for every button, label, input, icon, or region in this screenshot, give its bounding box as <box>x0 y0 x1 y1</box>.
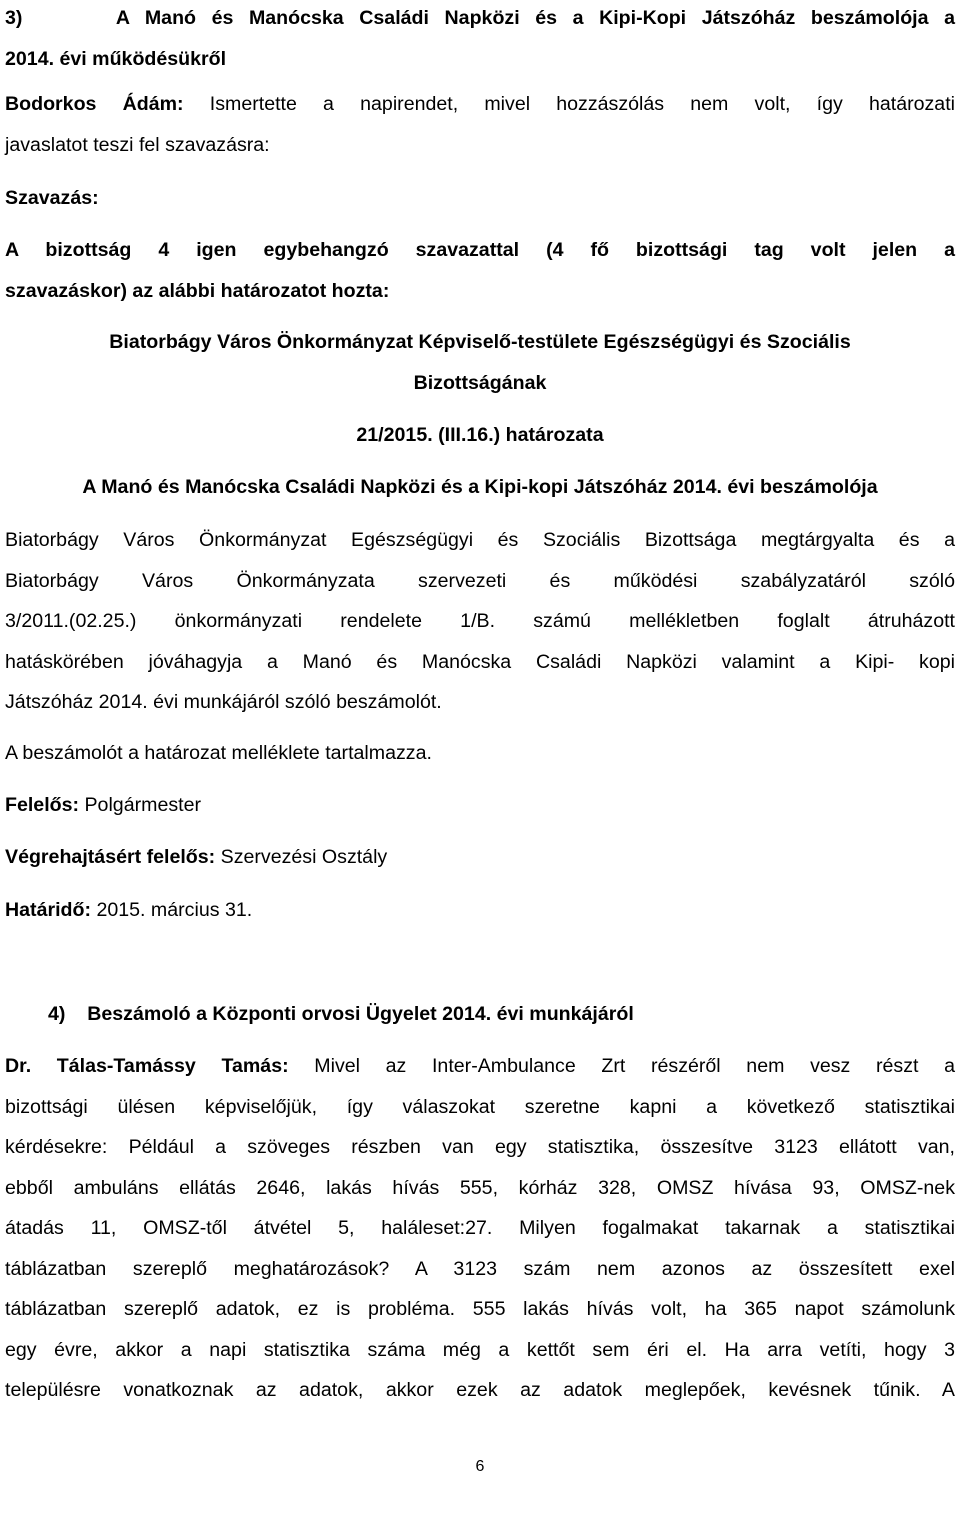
annex-note: A beszámolót a határozat melléklete tartalmazza. <box>5 742 432 764</box>
vote-result <box>5 230 955 311</box>
resolution-text-line: 3/2011.(02.25.) önkormányzati rendelete 1/B. számú mellékletben foglalt átruházott <box>5 610 955 632</box>
vote-line1: A bizottság 4 igen egybehangzó szavazattal (4 fő bizottsági tag volt jelen a <box>5 239 955 261</box>
section4-speaker: Dr. Tálas-Tamássy Tamás: <box>5 1055 289 1077</box>
deadline-value: 2015. március 31. <box>91 899 253 921</box>
responsible-value: Polgármester <box>79 794 202 816</box>
section4-text-first: Mivel az Inter-Ambulance Zrt részéről nem vesz részt a <box>288 1055 955 1077</box>
section4-paragraph <box>5 1046 955 1411</box>
section4-line: egy évre, akkor a napi statisztika száma még a kettőt sem éri el. Ha arra vetíti, hogy 3 <box>5 1338 955 1361</box>
section3-heading <box>5 0 955 79</box>
responsible <box>5 785 955 826</box>
executor <box>5 837 955 878</box>
resolution-text-line: Biatorbágy Város Önkormányzata szervezeti és működési szabályzatáról szóló <box>5 569 955 592</box>
section4-line: bizottsági ülésen képviselőjük, így válaszokat szeretne kapni a következő statisztikai <box>5 1095 955 1118</box>
executor-value: Szervezési Osztály <box>215 846 388 868</box>
vote-line2: szavazáskor) az alábbi határozatot hozta: <box>5 279 390 302</box>
section4-line: ebből ambuláns ellátás 2646, lakás hívás 555, kórház 328, OMSZ hívása 93, OMSZ-nek <box>5 1176 955 1199</box>
section3-heading-line1: 3) A Manó és Manócska Családi Napközi és a Kipi-Kopi Játszóház beszámolója a <box>5 7 955 29</box>
resolution-text-line: hatáskörében jóváhagyja a Manó és Manócska Családi Napközi valamint a Kipi- kopi <box>5 650 955 673</box>
speaker-text-1: Ismertette a napirendet, mivel hozzászólás nem volt, így határozati <box>183 93 956 115</box>
resolution-number: 21/2015. (III.16.) határozata <box>356 424 604 446</box>
resolution-title: A Manó és Manócska Családi Napközi és a Kipi-kopi Játszóház 2014. évi beszámolója <box>82 476 878 498</box>
section4-line: átadás 11, OMSZ-től átvétel 5, haláleset:27. Milyen fogalmakat takarnak a statisztikai <box>5 1217 955 1239</box>
section4-heading: 4) Beszámoló a Központi orvosi Ügyelet 2014. évi munkájáról <box>48 1003 634 1025</box>
section4-line: kérdésekre: Például a szöveges részben van egy statisztika, összesítve 3123 ellátott van, <box>5 1136 955 1158</box>
speaker-intro <box>5 84 955 165</box>
resolution-text-line: Játszóház 2014. évi munkájáról szóló beszámolót. <box>5 691 442 713</box>
speaker-text-2: javaslatot teszi fel szavazásra: <box>5 133 270 156</box>
section4-line: táblázatban szereplő adatok, ez is probléma. 555 lakás hívás volt, ha 365 napot számolunk <box>5 1298 955 1320</box>
resolution-text <box>5 520 955 723</box>
responsible-label: Felelős: <box>5 794 80 816</box>
speaker-name: Bodorkos Ádám: <box>5 93 184 115</box>
deadline-label: Határidő: <box>5 899 92 921</box>
section4-line: táblázatban szereplő meghatározások? A 3123 szám nem azonos az összesített exel <box>5 1257 955 1280</box>
page-number: 6 <box>475 1458 485 1475</box>
resolution-body <box>5 322 955 403</box>
body-line1: Biatorbágy Város Önkormányzat Képviselő-testülete Egészségügyi és Szociális <box>109 331 851 353</box>
section3-heading-line2: 2014. évi működésükről <box>5 47 227 70</box>
body-line2: Bizottságának <box>413 371 547 394</box>
deadline <box>5 890 955 931</box>
executor-label: Végrehajtásért felelős: <box>5 846 216 868</box>
vote-label: Szavazás: <box>5 187 99 209</box>
section4-line: településre vonatkoznak az adatok, akkor ezek az adatok meglepőek, kevésnek tűnik. A <box>5 1379 955 1401</box>
resolution-text-line: Biatorbágy Város Önkormányzat Egészségügyi és Szociális Bizottsága megtárgyalta és a <box>5 529 955 551</box>
